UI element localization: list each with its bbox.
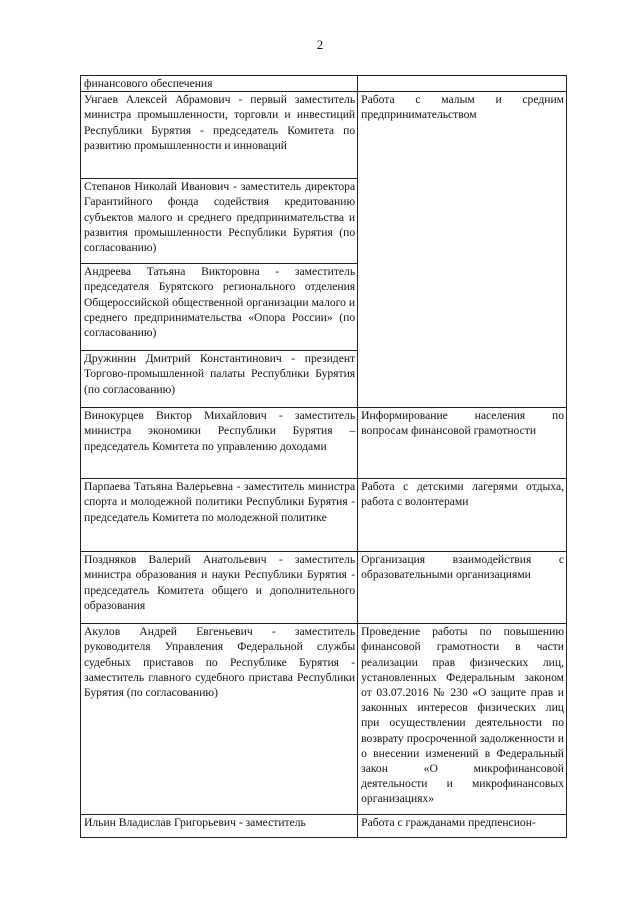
member-text: Ильин Владислав Григорьевич - заместитель (84, 816, 306, 830)
member-cell (81, 264, 358, 351)
table-row (81, 479, 567, 552)
member-text: Степанов Николай Иванович - заместитель директора Гарантийного фонда содействия кредитованию субъектов малого и среднего предпринимательства и развития промышленности Республики Бурятия (по согласованию) (84, 180, 356, 255)
member-cell (81, 179, 358, 264)
area-text: Работа с малым и средним предпринимательством (361, 93, 564, 122)
area-cell (358, 76, 567, 92)
area-cell (358, 815, 567, 838)
area-text: Информирование населения по вопросам финансовой грамотности (361, 409, 564, 438)
area-cell (358, 408, 567, 479)
member-text: Дружинин Дмитрий Константинович - президент Торгово-промышленной палаты Республики Бурятия (по согласованию) (84, 352, 356, 396)
table-row (81, 552, 567, 624)
member-cell (81, 815, 358, 838)
area-cell (358, 624, 567, 815)
member-text: Акулов Андрей Евгеньевич - заместитель руководителя Управления Федеральной службы судебных приставов по Республике Бурятия - заместитель главного судебного пристава Республики Бурятия (по согласованию) (84, 625, 356, 700)
table-row (81, 815, 567, 838)
member-cell (81, 408, 358, 479)
council-members-table (80, 75, 567, 838)
area-cell (358, 479, 567, 552)
area-text: Работа с гражданами предпенсион- (361, 816, 536, 830)
member-cell (81, 552, 358, 624)
area-cell (358, 92, 567, 408)
member-text: Винокурцев Виктор Михайлович - заместитель министра экономики Республики Бурятия – председатель Комитета по управлению доходами (84, 409, 356, 453)
area-cell (358, 552, 567, 624)
area-text: Работа с детскими лагерями отдыха, работа с волонтерами (361, 480, 564, 509)
member-cell (81, 76, 358, 92)
member-cell (81, 624, 358, 815)
member-text: Андреева Татьяна Викторовна - заместитель председателя Бурятского регионального отделения Общероссийской общественной организации малого и среднего предпринимательства «Опора России» (по согласованию) (84, 265, 356, 340)
member-cell (81, 479, 358, 552)
member-text: Парпаева Татьяна Валерьевна - заместитель министра спорта и молодежной политики Республики Бурятия - председатель Комитета по молодежной политике (84, 480, 356, 524)
area-text: Организация взаимодействия с образовательными организациями (361, 553, 564, 582)
table-row (81, 624, 567, 815)
member-text: Унгаев Алексей Абрамович - первый заместитель министра промышленности, торговли и инвестиций Республики Бурятия - председатель Комитета по развитию промышленности и инноваций (84, 93, 356, 152)
member-text: Поздняков Валерий Анатольевич - заместитель министра образования и науки Республики Бурятия - председатель Комитета общего и дополнительного образования (84, 553, 356, 612)
member-cell (81, 351, 358, 408)
member-cell (81, 92, 358, 179)
page-number: 2 (316, 37, 324, 52)
member-text: финансового обеспечения (84, 77, 213, 90)
area-text: Проведение работы по повышению финансовой грамотности в части реализации прав физических лиц, установленных Федеральным законом от 03.07.2016 № 230 «О защите прав и законных интересов физических лиц при осуществлении деятельности по возврату просроченной задолженности и о внесении изменений в Федеральный закон «О микрофинансовой деятельности и микрофинансовых организациях» (361, 625, 564, 806)
table-row (81, 92, 567, 179)
table-row (81, 76, 567, 92)
table-row (81, 408, 567, 479)
